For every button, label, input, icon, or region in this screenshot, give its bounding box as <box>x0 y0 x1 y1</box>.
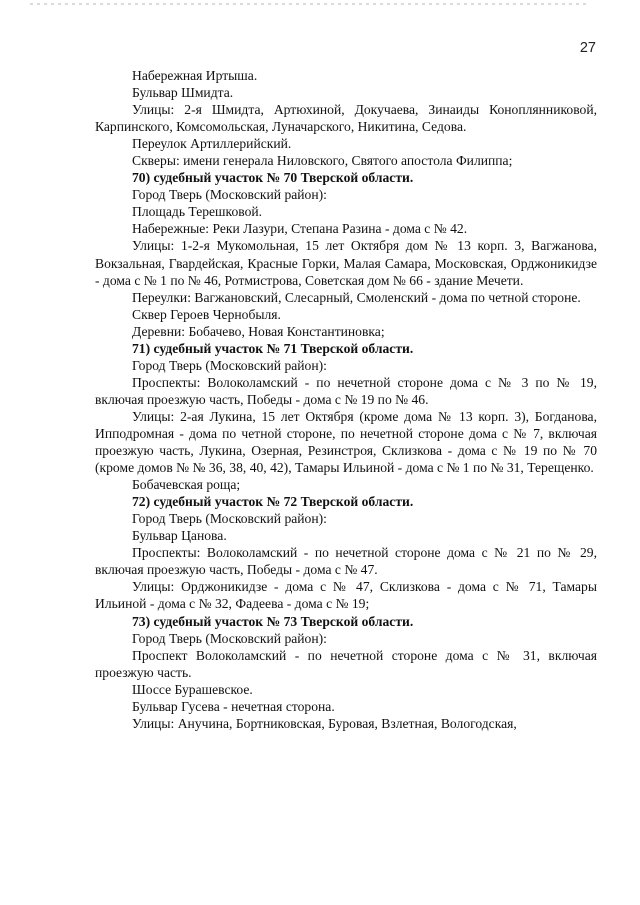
paragraph: Город Тверь (Московский район): <box>132 357 327 373</box>
paragraph: Город Тверь (Московский район): <box>132 511 327 527</box>
paragraph: Проспекты: Волоколамский - по нечетной стороне дома с № 3 по № 19, включая проезжую часть, Победы - дома с № 19 по № 46. <box>95 374 597 407</box>
section-heading: 70) судебный участок № 70 Тверской области. <box>132 170 414 186</box>
paragraph: Скверы: имени генерала Ниловского, Святого апостола Филиппа; <box>132 153 513 169</box>
paragraph: Улицы: 1-2-я Мукомольная, 15 лет Октября дом № 13 корп. 3, Вагжанова, Вокзальная, Гвардейская, Красные Горки, Малая Самара, Московская, Орджоникидзе - дома с № 1 по № 46, Ротмистрова, Советская дом № 66 - здание Мечети. <box>95 238 597 288</box>
paragraph: Бульвар Цанова. <box>132 528 227 544</box>
paragraph: Переулки: Вагжановский, Слесарный, Смоленский - дома по четной стороне. <box>132 289 581 305</box>
paragraph: Город Тверь (Московский район): <box>132 187 327 203</box>
paragraph: Город Тверь (Московский район): <box>132 630 327 646</box>
paragraph: Деревни: Бобачево, Новая Константиновка; <box>132 323 385 339</box>
paragraph: Проспект Волоколамский - по нечетной стороне дома с № 31, включая проезжую часть. <box>95 647 597 680</box>
page-number: 27 <box>579 40 596 56</box>
paragraph: Улицы: 2-ая Лукина, 15 лет Октября (кроме дома № 13 корп. 3), Богданова, Ипподромная - дома по четной стороне, по нечетной стороне дома с № 7, включая проезжую часть, Лукина, Озерная, Резинстроя, Склизкова - дома с № 19 по № 70 (кроме домов № № 36, 38, 40, 42), Тамары Ильиной - дома с № 1 по № 31, Терещенко. <box>95 408 597 476</box>
paragraph: Шоссе Бурашевское. <box>132 681 253 697</box>
paragraph: Проспекты: Волоколамский - по нечетной стороне дома с № 21 по № 29, включая проезжую часть, Победы - дома с № 47. <box>95 545 597 578</box>
paragraph: Сквер Героев Чернобыля. <box>132 306 281 322</box>
paragraph: Набережная Иртыша. <box>132 68 258 83</box>
paragraph: Бобачевская роща; <box>132 477 241 493</box>
paragraph: Улицы: Орджоникидзе - дома с № 47, Склизкова - дома с № 71, Тамары Ильиной - дома с № 32, Фадеева - дома с № 19; <box>95 579 597 612</box>
paragraph: Переулок Артиллерийский. <box>132 136 292 152</box>
section-heading: 72) судебный участок № 72 Тверской области. <box>132 494 414 510</box>
paragraph: Площадь Терешковой. <box>132 204 263 220</box>
scan-edge-artifact <box>30 3 590 5</box>
paragraph: Набережные: Реки Лазури, Степана Разина - дома с № 42. <box>132 221 468 237</box>
paragraph: Улицы: Анучина, Бортниковская, Буровая, Взлетная, Вологодская, <box>132 715 517 731</box>
paragraph: Улицы: 2-я Шмидта, Артюхиной, Докучаева, Зинаиды Коноплянниковой, Карпинского, Комсомольская, Луначарского, Никитина, Седова. <box>95 102 597 135</box>
section-heading: 73) судебный участок № 73 Тверской области. <box>132 613 414 629</box>
paragraph: Бульвар Шмидта. <box>132 85 234 101</box>
document-body <box>95 67 597 732</box>
paragraph: Бульвар Гусева - нечетная сторона. <box>132 698 335 714</box>
section-heading: 71) судебный участок № 71 Тверской области. <box>132 340 414 356</box>
